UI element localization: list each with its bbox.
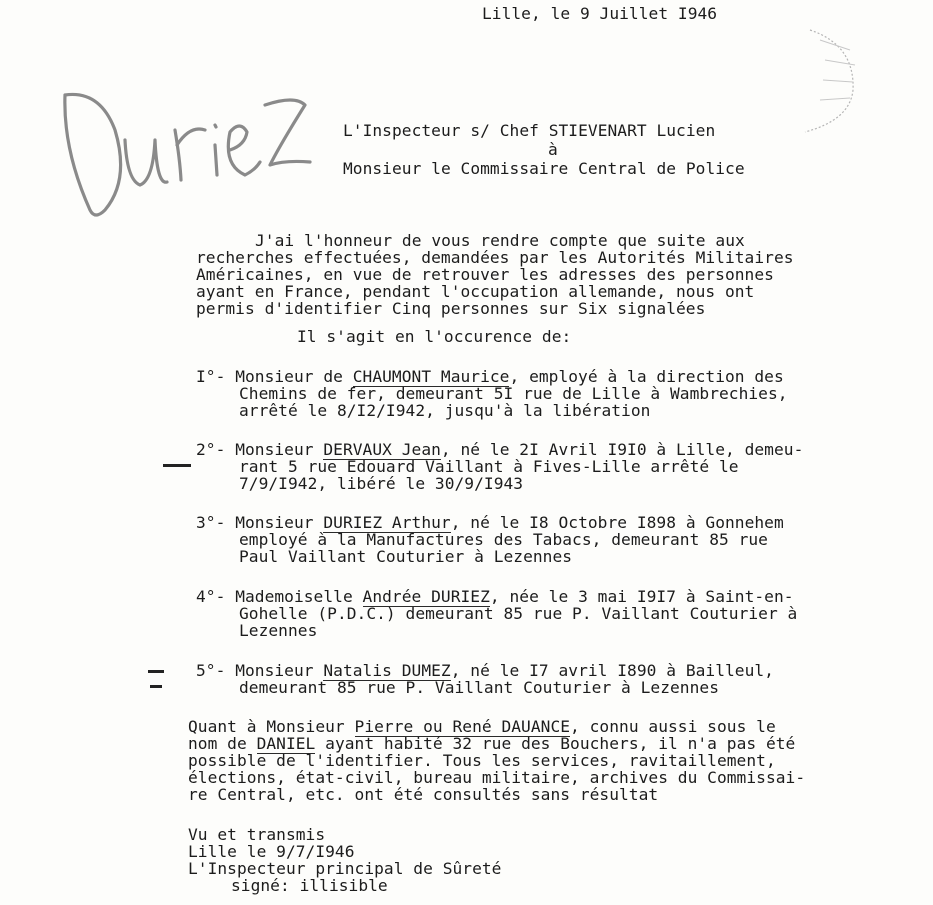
person-1-line-1 [196,368,784,385]
conclusion-prefix: nom de [188,734,257,753]
person-1-line-2: Chemins de fer, demeurant 5I rue de Lille à Wambrechies, [239,384,788,403]
conclusion-name: Pierre ou René DAUANCE [354,717,571,736]
sender-line: L'Inspecteur s/ Chef STIEVENART Lucien [343,121,716,140]
person-5-line-2: demeurant 85 rue P. Vaillant Couturier à Lezennes [239,678,719,697]
person-name: DERVAUX Jean [323,440,441,459]
footer-line-2: Lille le 9/7/I946 [188,842,355,861]
person-prefix: Monsieur [235,513,324,532]
footer-line-1: Vu et transmis [188,825,326,844]
intro-line-5: permis d'identifier Cinq personnes sur Six signalées [196,299,706,318]
person-details: , né le I8 Octobre I898 à Gonnehem [450,513,784,532]
address-to-marker: à [548,140,558,159]
postmark-stamp [795,20,865,135]
conclusion-details: , connu aussi sous le [570,717,776,736]
person-3-line-3: Paul Vaillant Couturier à Lezennes [239,547,573,566]
person-details: , employé à la direction des [509,367,784,386]
conclusion-line-4: élections, état-civil, bureau militaire, archives du Commissai- [188,768,806,787]
person-2-line-2: rant 5 rue Edouard Vaillant à Fives-Lille arrêté le [239,457,739,476]
person-2-line-1 [196,441,803,458]
intro-line-3: Américaines, en vue de retrouver les adresses des personnes [196,265,774,284]
person-4-line-1 [196,588,794,605]
person-number: I°- [196,367,226,386]
conclusion-prefix: Quant à Monsieur [188,717,355,736]
conclusion-details: ayant habité 32 rue des Bouchers, il n'a pas été [315,734,796,753]
person-details: , né le I7 avril I890 à Bailleul, [450,661,774,680]
person-prefix: Monsieur de [235,367,353,386]
margin-dash-mark [150,685,162,688]
margin-dash-mark [163,464,191,467]
person-prefix: Mademoiselle [235,587,363,606]
person-number: 4°- [196,587,226,606]
person-details: , né le 2I Avril I9I0 à Lille, demeu- [440,440,804,459]
person-name: Natalis DUMEZ [323,661,451,680]
intro-line-1: J'ai l'honneur de vous rendre compte que suite aux [255,231,745,250]
conclusion-line-1 [188,718,776,735]
person-name: CHAUMONT Maurice [352,367,510,386]
intro-line-2: recherches effectuées, demandées par les Autorités Militaires [196,248,794,267]
person-number: 3°- [196,513,226,532]
person-3-line-1 [196,514,784,531]
recipient-line: Monsieur le Commissaire Central de Police [343,159,745,178]
margin-dash-mark [148,670,164,673]
footer-line-4: signé: illisible [231,876,388,895]
conclusion-line-5: re Central, etc. ont été consultés sans résultat [188,785,659,804]
person-number: 2°- [196,440,226,459]
person-5-line-1 [196,662,774,679]
person-name: DURIEZ Arthur [323,513,451,532]
conclusion-line-3: possible de l'identifier. Tous les services, ravitaillement, [188,751,776,770]
footer-line-3: L'Inspecteur principal de Sûreté [188,859,502,878]
person-4-line-2: Gohelle (P.D.C.) demeurant 85 rue P. Vaillant Couturier à [239,604,798,623]
person-4-line-3: Lezennes [239,621,318,640]
conclusion-line-2 [188,735,795,752]
intro-subject: Il s'agit en l'occurence de: [297,327,572,346]
conclusion-alias: DANIEL [256,734,316,753]
person-number: 5°- [196,661,226,680]
person-2-line-3: 7/9/I942, libéré le 30/9/I943 [239,474,524,493]
person-3-line-2: employé à la Manufactures des Tabacs, demeurant 85 rue [239,530,768,549]
handwritten-name-pencil [55,70,315,220]
date-line: Lille, le 9 Juillet I946 [482,4,718,23]
person-prefix: Monsieur [235,661,324,680]
person-details: , née le 3 mai I9I7 à Saint-en- [489,587,794,606]
person-name: Andrée DURIEZ [362,587,490,606]
person-prefix: Monsieur [235,440,324,459]
person-1-line-3: arrêté le 8/I2/I942, jusqu'à la libération [239,401,651,420]
intro-line-4: ayant en France, pendant l'occupation allemande, nous ont [196,282,755,301]
